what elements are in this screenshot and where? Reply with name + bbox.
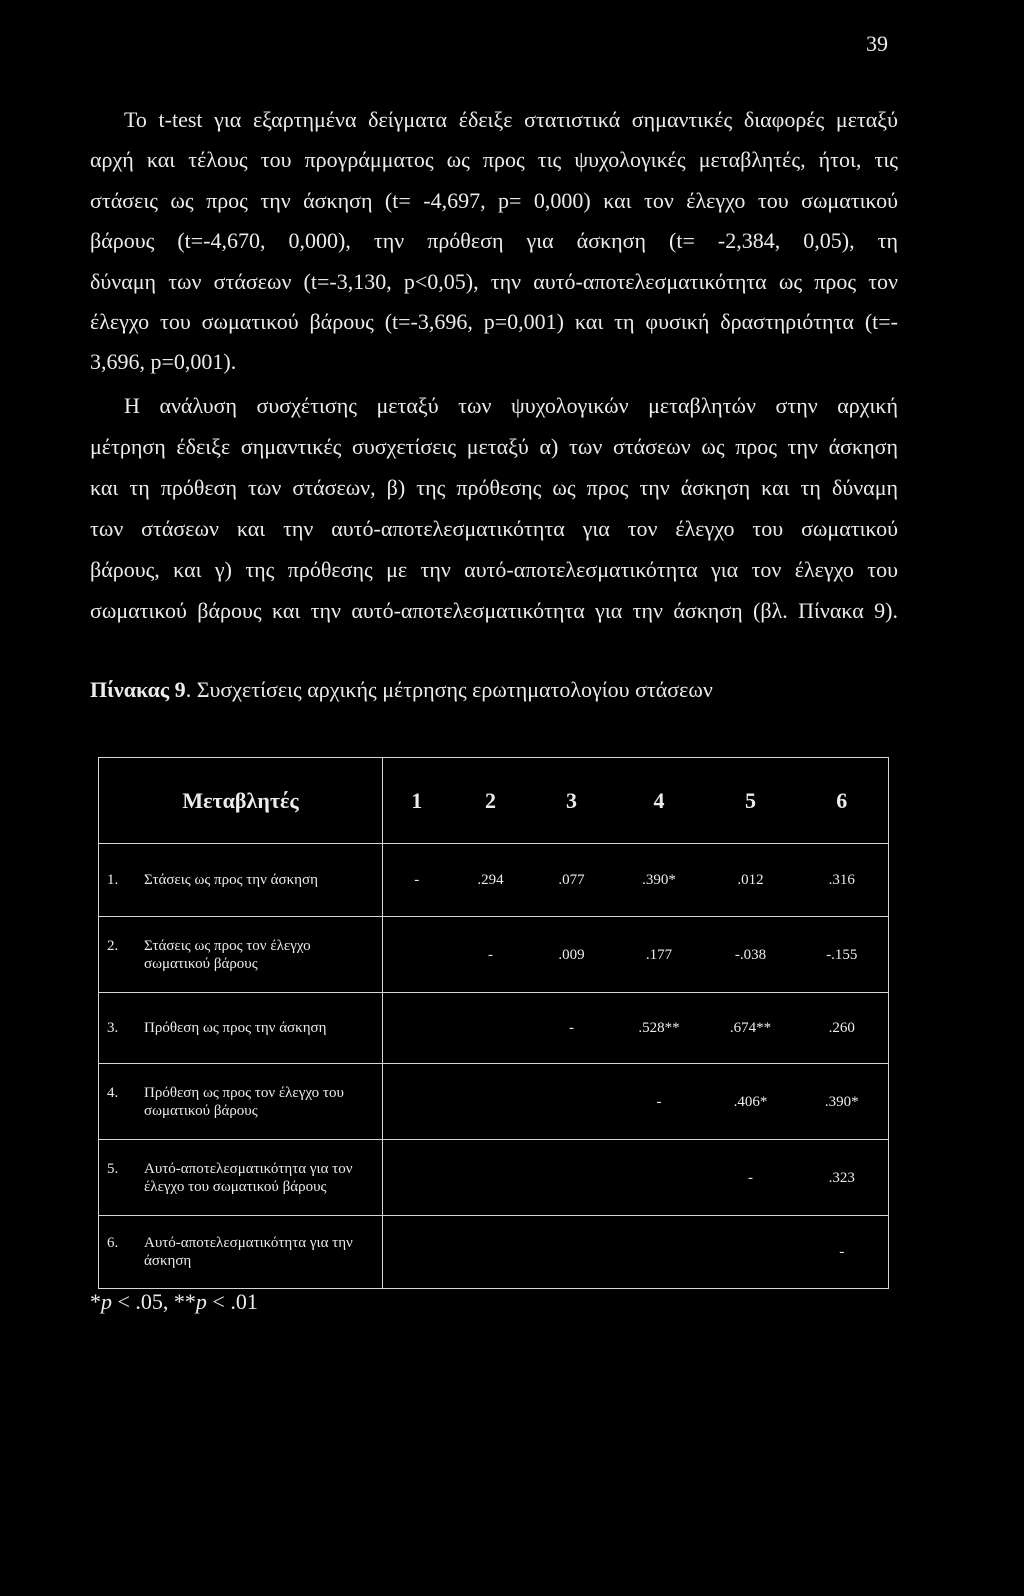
table-row — [99, 844, 889, 917]
row-label-wrap — [107, 1084, 382, 1120]
value-cell: - — [531, 993, 613, 1064]
value-cell — [451, 1216, 531, 1289]
row-label-line: Αυτό-αποτελεσματικότητα για τον — [144, 1160, 353, 1177]
row-label-line: Αυτό-αποτελεσματικότητα για την — [144, 1235, 353, 1251]
footnote-p: p — [101, 1289, 112, 1314]
value-cell: .012 — [706, 844, 796, 917]
row-label-cell — [99, 844, 383, 917]
value-cell — [531, 1216, 613, 1289]
row-label-cell — [99, 1140, 383, 1216]
row-label-line: Στάσεις ως προς τον έλεγχο — [144, 937, 311, 954]
header-col-1: 1 — [383, 758, 451, 844]
text-line: στάσεις ως προς την άσκηση (t= -4,697, p= 0,000) και τον έλεγχο του σωματικού — [90, 187, 898, 213]
text-line: έλεγχο του σωματικού βάρους (t=-3,696, p=0,001) και τη φυσική δραστηριότητα (t=- — [90, 309, 898, 335]
value-cell: - — [383, 844, 451, 917]
text-line: των στάσεων και την αυτό-αποτελεσματικότητα για τον έλεγχο του σωματικού — [90, 515, 898, 541]
row-label-line: έλεγχο του σωματικού βάρους — [144, 1178, 327, 1195]
value-cell — [383, 1064, 451, 1140]
row-label-line: Στάσεις ως προς την άσκηση — [144, 872, 318, 888]
table-row — [99, 1064, 889, 1140]
row-label-line: σωματικού βάρους — [144, 1102, 258, 1119]
row-label — [144, 1084, 344, 1120]
value-cell — [451, 1064, 531, 1140]
table-row — [99, 1140, 889, 1216]
value-cell — [706, 1216, 796, 1289]
value-cell: .390* — [613, 844, 706, 917]
paragraph-1 — [90, 100, 898, 383]
value-cell — [383, 1140, 451, 1216]
header-col-6: 6 — [796, 758, 889, 844]
value-cell — [531, 1140, 613, 1216]
value-cell: .177 — [613, 917, 706, 993]
row-label-wrap — [107, 1234, 382, 1270]
row-number: 1. — [107, 872, 119, 888]
value-cell — [531, 1064, 613, 1140]
text-line: δύναμη των στάσεων (t=-3,130, p<0,05), την αυτό-αποτελεσματικότητα ως προς τον — [90, 268, 898, 294]
header-col-5: 5 — [706, 758, 796, 844]
value-cell: .260 — [796, 993, 889, 1064]
value-cell: -.155 — [796, 917, 889, 993]
value-cell: .323 — [796, 1140, 889, 1216]
table-header-row — [99, 758, 889, 844]
header-variables: Μεταβλητές — [99, 758, 383, 844]
row-label-wrap — [107, 1160, 382, 1196]
correlation-table — [98, 757, 889, 1289]
value-cell: - — [796, 1216, 889, 1289]
row-number: 6. — [107, 1235, 119, 1251]
row-label — [144, 871, 318, 889]
value-cell: .316 — [796, 844, 889, 917]
value-cell: .406* — [706, 1064, 796, 1140]
page-number: 39 — [866, 31, 888, 56]
text-line: και τη πρόθεση των στάσεων, β) της πρόθεσης ως προς την άσκηση και τη δύναμη — [90, 474, 898, 500]
table-caption-text: . Συσχετίσεις αρχικής μέτρησης ερωτηματολογίου στάσεων — [185, 677, 713, 702]
text-line: βάρους (t=-4,670, 0,000), την πρόθεση για άσκηση (t= -2,384, 0,05), τη — [90, 228, 898, 254]
value-cell — [451, 993, 531, 1064]
value-cell — [613, 1216, 706, 1289]
row-label-cell — [99, 1216, 383, 1289]
footnote-threshold-2: < .01 — [206, 1289, 258, 1314]
table-row — [99, 993, 889, 1064]
value-cell — [451, 1140, 531, 1216]
value-cell: .009 — [531, 917, 613, 993]
value-cell: .528** — [613, 993, 706, 1064]
table-caption — [90, 670, 713, 710]
text-line: μέτρηση έδειξε σημαντικές συσχετίσεις μεταξύ α) των στάσεων ως προς την άσκηση — [90, 433, 898, 459]
text-line: Η ανάλυση συσχέτισης μεταξύ των ψυχολογικών μεταβλητών στην αρχική — [124, 392, 898, 418]
row-label-line: Πρόθεση ως προς τον έλεγχο του — [144, 1084, 344, 1101]
row-label-line: σωματικού βάρους — [144, 955, 258, 972]
value-cell: .390* — [796, 1064, 889, 1140]
value-cell: - — [613, 1064, 706, 1140]
value-cell: .077 — [531, 844, 613, 917]
table-row — [99, 1216, 889, 1289]
row-label-wrap — [107, 871, 382, 889]
header-col-2: 2 — [451, 758, 531, 844]
row-label — [144, 937, 311, 973]
value-cell — [383, 993, 451, 1064]
value-cell — [383, 917, 451, 993]
row-label-wrap — [107, 937, 382, 973]
value-cell: -.038 — [706, 917, 796, 993]
row-label — [144, 1160, 352, 1196]
row-number: 5. — [107, 1160, 119, 1177]
text-line: Το t-test για εξαρτημένα δείγματα έδειξε στατιστικά σημαντικές διαφορές μεταξύ — [124, 107, 898, 132]
row-label-cell — [99, 1064, 383, 1140]
value-cell: .674** — [706, 993, 796, 1064]
value-cell: .294 — [451, 844, 531, 917]
table-caption-label: Πίνακας 9 — [90, 677, 186, 702]
text-line: βάρους, και γ) της πρόθεσης με την αυτό-αποτελεσματικότητα για τον έλεγχο του — [90, 556, 898, 582]
row-label-cell — [99, 917, 383, 993]
header-col-4: 4 — [613, 758, 706, 844]
row-label-line: Πρόθεση ως προς την άσκηση — [144, 1020, 327, 1036]
text-line: 3,696, p=0,001). — [90, 349, 237, 375]
value-cell — [383, 1216, 451, 1289]
text-line: αρχή και τέλους του προγράμματος ως προς τις ψυχολογικές μεταβλητές, ήτοι, τις — [90, 147, 898, 173]
text-line: σωματικού βάρους και την αυτό-αποτελεσματικότητα για την άσκηση (βλ. Πίνακα 9). — [90, 597, 898, 623]
table-row — [99, 917, 889, 993]
row-number: 3. — [107, 1020, 119, 1036]
value-cell: - — [451, 917, 531, 993]
footnote-threshold-1: < .05, — [112, 1289, 174, 1314]
footnote-mark-2: ** — [173, 1289, 196, 1314]
row-label-wrap — [107, 1019, 382, 1037]
row-label-cell — [99, 993, 383, 1064]
row-label — [144, 1234, 353, 1270]
paragraph-2 — [90, 385, 898, 631]
row-number: 4. — [107, 1084, 119, 1101]
row-label — [144, 1019, 326, 1037]
footnote-mark-1: * — [90, 1289, 101, 1314]
row-number: 2. — [107, 937, 119, 954]
value-cell: - — [706, 1140, 796, 1216]
footnote-p: p — [195, 1289, 207, 1314]
header-col-3: 3 — [531, 758, 613, 844]
table-footnote — [90, 1284, 258, 1320]
value-cell — [613, 1140, 706, 1216]
row-label-line: άσκηση — [144, 1253, 192, 1269]
